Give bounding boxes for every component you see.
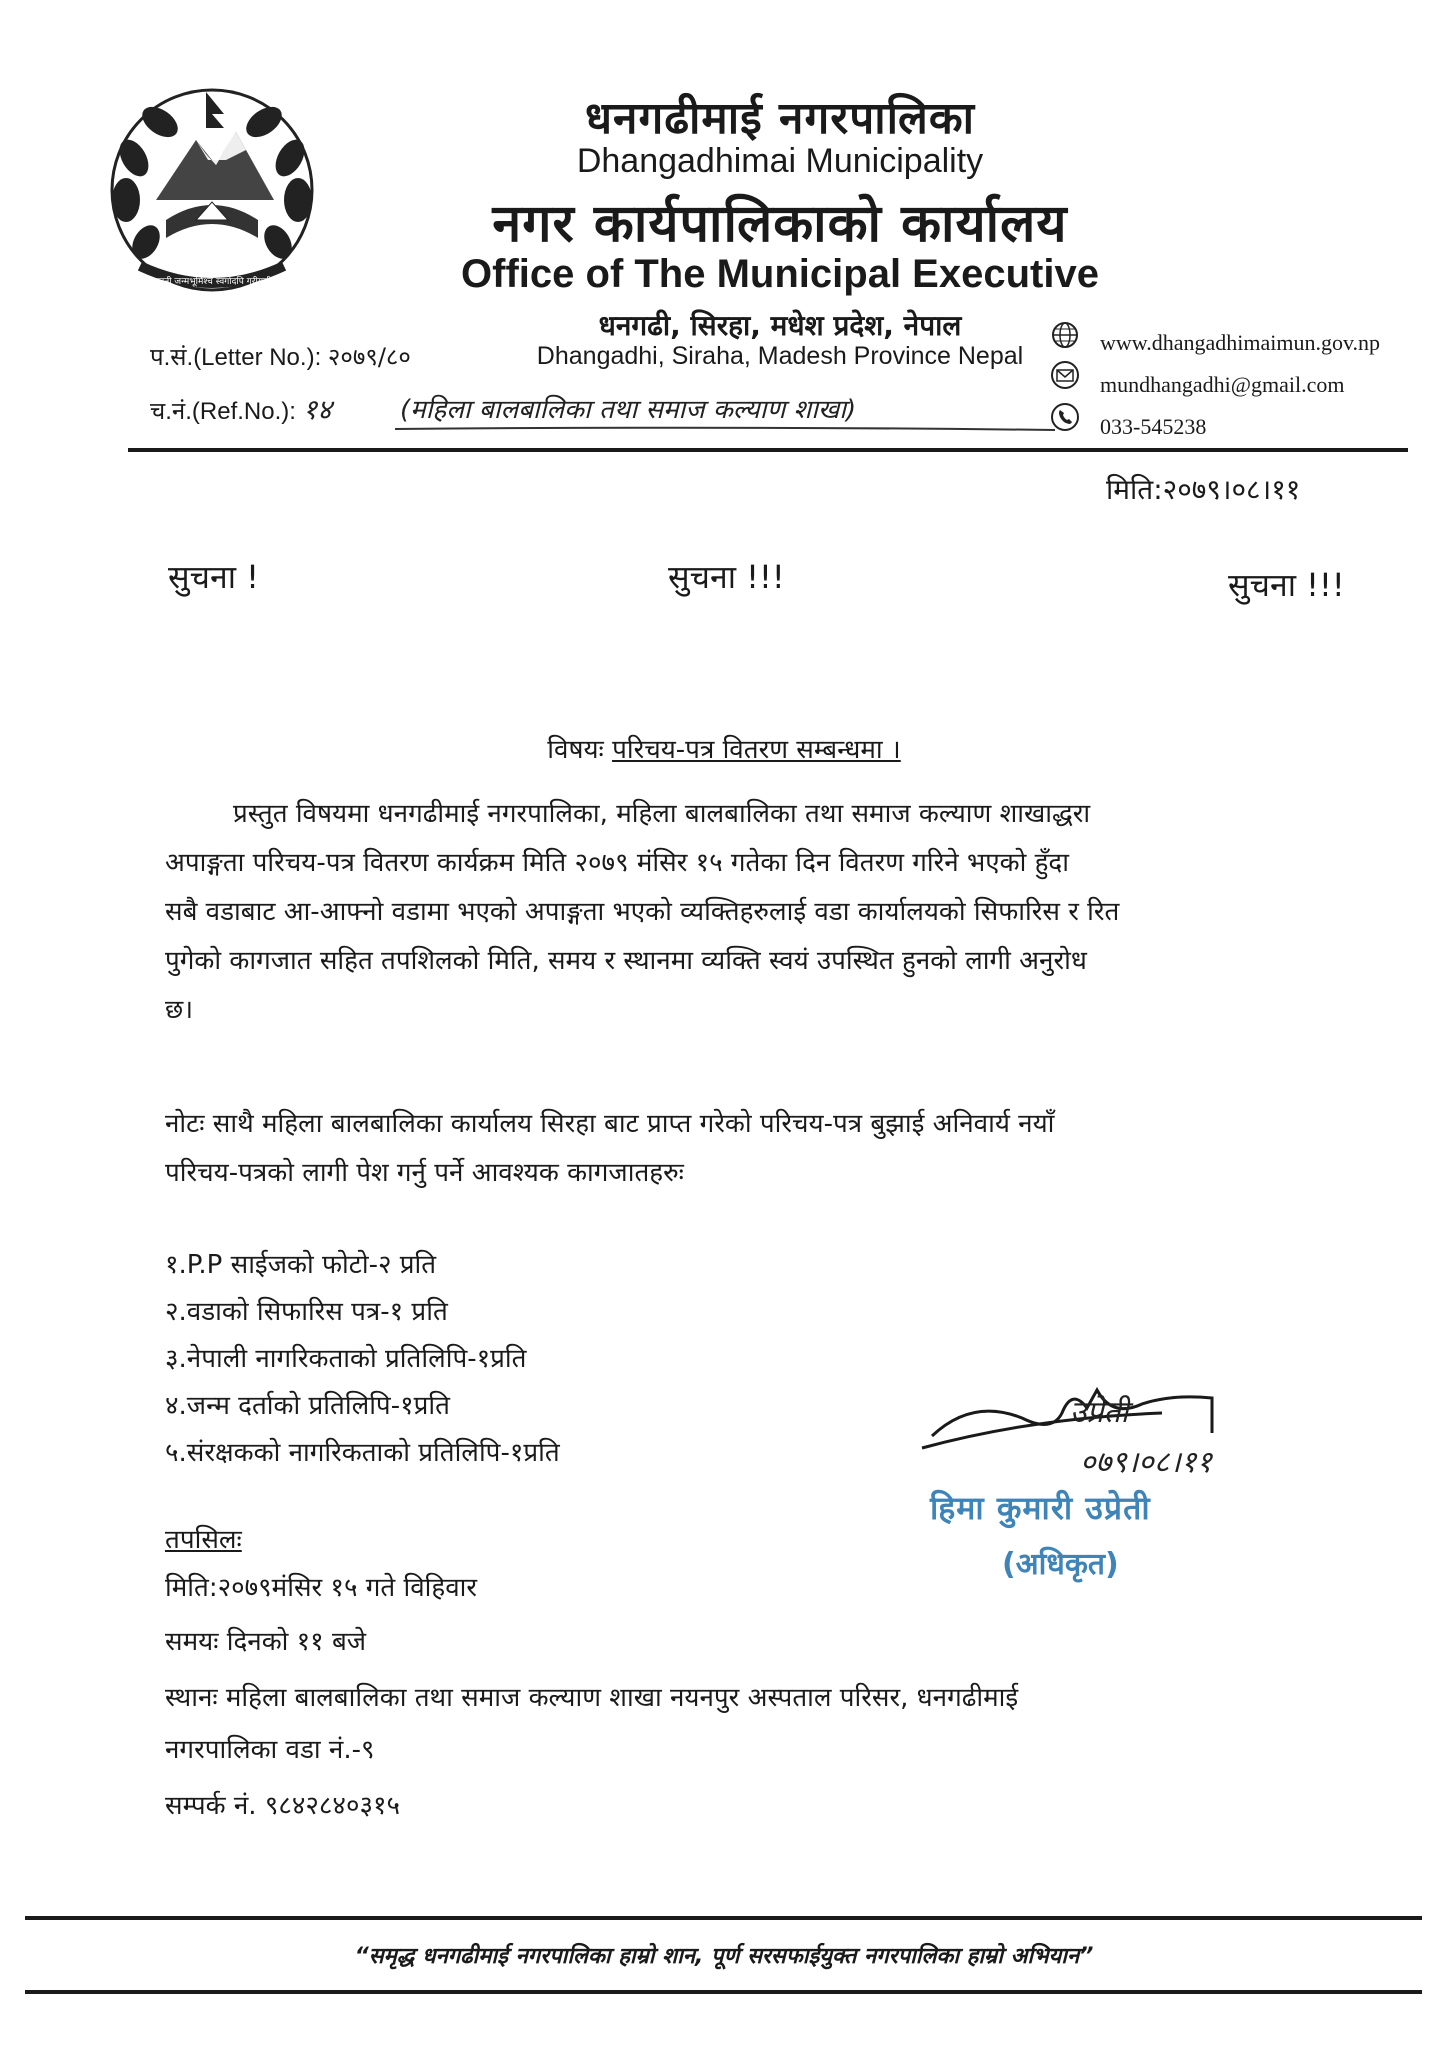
- municipality-name-np: धनगढीमाई नगरपालिका: [584, 93, 976, 144]
- schedule-place: स्थानः महिला बालबालिका तथा समाज कल्याण शाखा नयनपुर अस्पताल परिसर, धनगढीमाई: [165, 1683, 1019, 1713]
- note-line: नोटः साथै महिला बालबालिका कार्यालय सिरहा बाट प्राप्त गरेको परिचय-पत्र बुझाई अनिवार्य नयाँ: [165, 1109, 1055, 1139]
- document-item-1: १.P.P साईजको फोटो-२ प्रति: [165, 1250, 437, 1280]
- document-item-5: ५.संरक्षकको नागरिकताको प्रतिलिपि-१प्रति: [165, 1438, 560, 1468]
- header-divider: [128, 448, 1408, 452]
- mail-icon: [1050, 360, 1080, 390]
- globe-icon: [1050, 320, 1080, 350]
- schedule-heading: तपसिलः: [165, 1525, 242, 1555]
- email-link[interactable]: mundhangadhi@gmail.com: [1100, 372, 1345, 397]
- schedule-time: समयः दिनको ११ बजे: [165, 1627, 367, 1657]
- document-item-4: ४.जन्म दर्ताको प्रतिलिपि-१प्रति: [165, 1391, 450, 1421]
- emblem-motto: जननी जन्मभूमिश्च स्वर्गादपि गरीयसी: [152, 277, 272, 287]
- schedule-contact: सम्पर्क नं. ९८४२८४०३१५: [165, 1791, 401, 1821]
- subject-label: विषयः: [547, 735, 604, 765]
- ref-number-value: १४: [302, 393, 332, 426]
- footer-divider-bottom: [25, 1990, 1422, 1994]
- nepal-government-emblem: [96, 70, 328, 302]
- office-name-np: नगर कार्यपालिकाको कार्यालय: [492, 194, 1068, 254]
- schedule-place-continued: नगरपालिका वडा नं.-९: [165, 1735, 375, 1765]
- schedule-date: मिति:२०७९मंसिर १५ गते विहिवार: [165, 1573, 478, 1603]
- office-name-en: Office of The Municipal Executive: [461, 252, 1099, 296]
- document-item-2: २.वडाको सिफारिस पत्र-१ प्रति: [165, 1297, 448, 1327]
- letter-number: [150, 340, 411, 373]
- signature-date: ०७९।०८।११: [1080, 1445, 1212, 1480]
- municipality-name-en: Dhangadhimai Municipality: [576, 142, 984, 180]
- note-line: परिचय-पत्रको लागी पेश गर्नु पर्ने आवश्यक कागजातहरुः: [165, 1158, 684, 1188]
- body-line: प्रस्तुत विषयमा धनगढीमाई नगरपालिका, महिला बालबालिका तथा समाज कल्याण शाखाद्धरा: [233, 799, 1091, 829]
- subject-text: परिचय-पत्र वितरण सम्बन्धमा ।: [612, 735, 901, 765]
- handwritten-section-name: (महिला बालबालिका तथा समाज कल्याण शाखा): [400, 395, 857, 425]
- document-item-3: ३.नेपाली नागरिकताको प्रतिलिपि-१प्रति: [165, 1344, 527, 1374]
- phone-number: 033-545238: [1100, 414, 1207, 439]
- ref-number: [150, 390, 332, 428]
- website-link[interactable]: www.dhangadhimaimun.gov.np: [1100, 330, 1381, 355]
- notice-heading-left: सुचना !: [168, 558, 260, 596]
- subject-line: [0, 730, 1448, 766]
- body-line: अपाङ्गता परिचय-पत्र वितरण कार्यक्रम मिति २०७९ मंसिर १५ गतेका दिन वितरण गरिने भएको हुँदा: [165, 848, 1069, 878]
- handwritten-underline: [395, 426, 1055, 432]
- address-en: Dhangadhi, Siraha, Madesh Province Nepal: [536, 342, 1024, 370]
- letter-date: मिति:२०७९।०८।११: [1106, 473, 1301, 506]
- letter-number-label: प.सं.(Letter No.):: [150, 344, 322, 371]
- body-line: छ।: [165, 995, 194, 1025]
- letter-number-value: २०७९/८०: [327, 343, 411, 371]
- stamp-officer-name: हिमा कुमारी उप्रेती: [930, 1489, 1151, 1527]
- note-paragraph: [165, 1100, 1365, 1198]
- ref-number-label: च.नं.(Ref.No.):: [150, 398, 296, 425]
- footer-slogan: “समृद्ध धनगढीमाई नगरपालिका हाम्रो शान, पूर्ण सरसफाईयुक्त नगरपालिका हाम्रो अभियान”: [354, 1944, 1094, 1969]
- stamp-officer-title: (अधिकृत): [1002, 1547, 1119, 1582]
- body-paragraph: [165, 790, 1365, 1035]
- notice-heading-center: सुचना !!!: [668, 558, 785, 596]
- phone-icon: [1050, 402, 1080, 432]
- address-np: धनगढी, सिरहा, मधेश प्रदेश, नेपाल: [598, 309, 962, 342]
- body-line: पुगेको कागजात सहित तपशिलको मिति, समय र स्थानमा व्यक्ति स्वयं उपस्थित हुनको लागी अनुरोध: [165, 946, 1087, 976]
- signature-name: उप्रेती: [1070, 1395, 1129, 1430]
- body-line: सबै वडाबाट आ-आफ्नो वडामा भएको अपाङ्गता भएको व्यक्तिहरुलाई वडा कार्यालयको सिफारिस र रित: [165, 897, 1120, 927]
- notice-heading-right: सुचना !!!: [1228, 566, 1345, 604]
- footer-divider-top: [25, 1916, 1422, 1920]
